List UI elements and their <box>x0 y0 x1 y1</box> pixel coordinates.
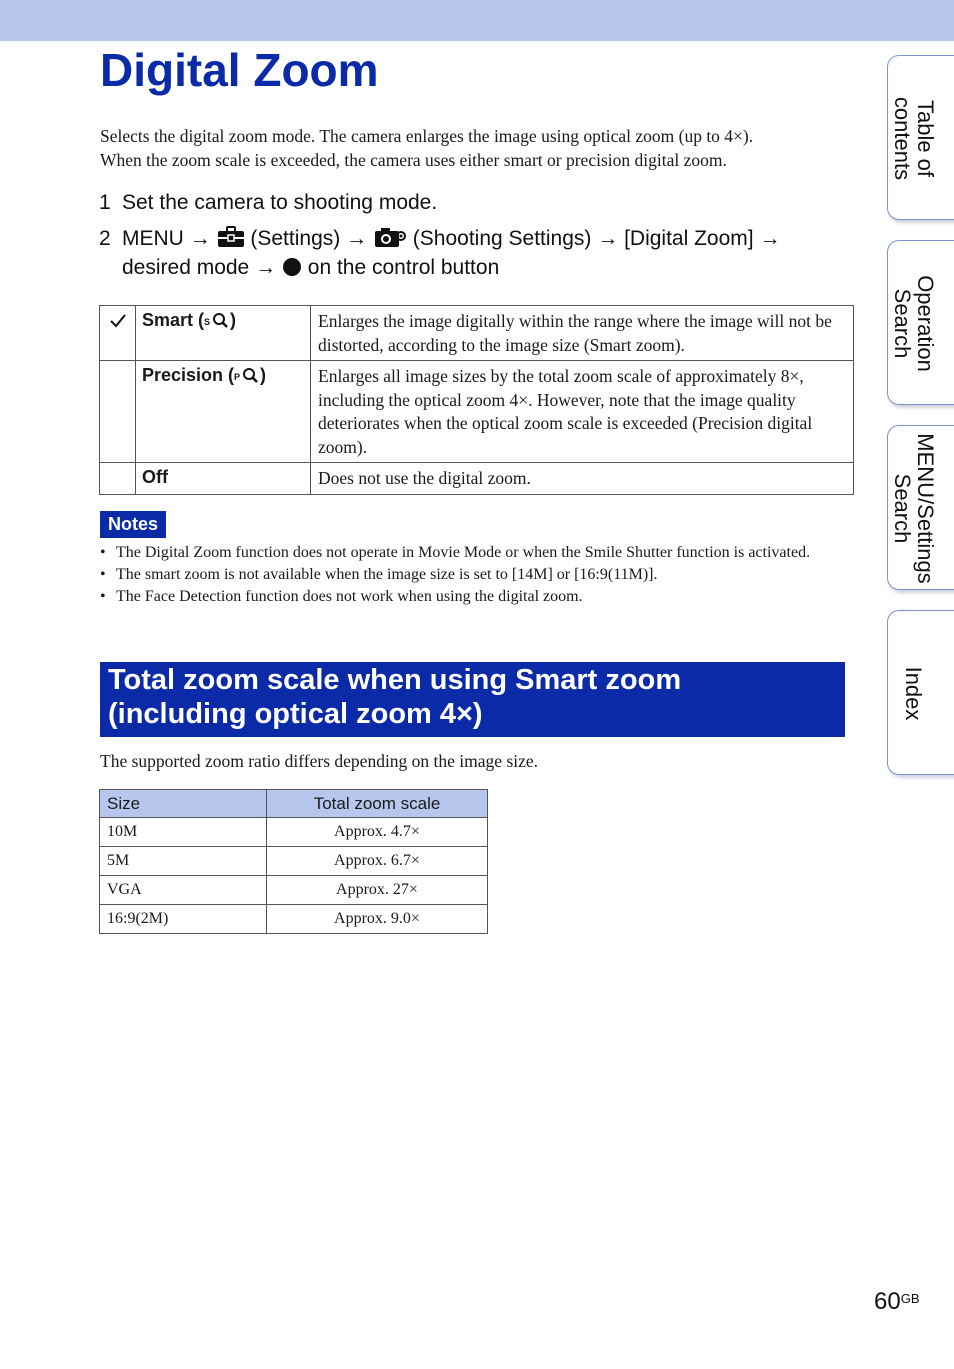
digital-zoom-label: [Digital Zoom] <box>624 227 754 250</box>
option-name: Precision ( P ) <box>136 361 311 463</box>
intro-line: When the zoom scale is exceeded, the camera uses either smart or precision digital zoom. <box>100 150 727 170</box>
zoom-cell: Approx. 6.7× <box>267 847 488 876</box>
size-cell: 16:9(2M) <box>100 905 267 934</box>
tab-table-of-contents[interactable] <box>887 55 954 220</box>
section-heading-line: (including optical zoom 4×) <box>108 698 483 730</box>
checkmark-icon <box>110 314 126 328</box>
settings-label: (Settings) <box>250 227 341 250</box>
notes-list <box>100 542 840 608</box>
bullet: • <box>100 566 106 583</box>
tab-label: Table of <box>913 99 938 178</box>
note-item: • The Digital Zoom function does not operate in Movie Mode or when the Smile Shutter function is activated. <box>100 542 840 564</box>
tab-label: Operation <box>913 275 938 372</box>
note-item: • The Face Detection function does not work when using the digital zoom. <box>100 586 840 608</box>
desired-mode-label: desired mode <box>122 256 250 279</box>
page-number: $60^{GB}$ <box>874 1288 920 1315</box>
shooting-settings-label: (Shooting Settings) <box>412 227 592 250</box>
smart-zoom-icon <box>204 312 230 328</box>
arrow-icon: → <box>759 227 781 250</box>
step-number: 2 <box>99 227 111 250</box>
step-2 <box>99 224 780 282</box>
option-description: Enlarges the image digitally within the range where the image will not be distorted, according to the image size (Smart zoom). <box>311 306 854 361</box>
size-cell: 10M <box>100 818 267 847</box>
header-band <box>0 0 954 41</box>
notes-badge: Notes <box>100 511 166 538</box>
page-number-suffix: GB <box>900 1291 920 1306</box>
svg-text:S: S <box>204 317 211 327</box>
page-title: Digital Zoom <box>100 44 379 96</box>
option-name: Off <box>136 463 311 495</box>
center-button-icon <box>282 257 302 277</box>
size-cell: 5M <box>100 847 267 876</box>
table-row <box>100 905 488 934</box>
camera-shooting-settings-icon <box>373 226 407 248</box>
support-text: The supported zoom ratio differs depending on the image size. <box>100 751 539 771</box>
precision-zoom-icon <box>234 367 260 383</box>
tab-operation-search[interactable] <box>887 240 954 405</box>
table-row <box>100 818 488 847</box>
intro-text <box>100 124 850 172</box>
zoom-cell: Approx. 9.0× <box>267 905 488 934</box>
option-row-off <box>100 463 854 495</box>
arrow-icon: → <box>346 227 368 250</box>
default-cell <box>100 463 136 495</box>
option-row-smart <box>100 306 854 361</box>
default-cell <box>100 306 136 361</box>
arrow-icon: → <box>255 256 277 279</box>
column-header: Total zoom scale <box>267 790 488 818</box>
table-row <box>100 876 488 905</box>
tab-menu-settings-search[interactable] <box>887 425 954 590</box>
control-button-label: on the control button <box>307 256 500 279</box>
tab-label: Index <box>901 666 927 721</box>
digital-zoom-options-table <box>99 305 854 495</box>
tab-index[interactable] <box>887 610 954 775</box>
toolbox-settings-icon <box>217 226 245 248</box>
bullet: • <box>100 588 106 605</box>
tab-label: contents <box>890 96 915 181</box>
zoom-cell: Approx. 27× <box>267 876 488 905</box>
svg-text:P: P <box>234 372 241 382</box>
arrow-icon: → <box>189 227 211 250</box>
section-heading <box>100 662 845 737</box>
option-name: Smart ( S ) <box>136 306 311 361</box>
step-text: Set the camera to shooting mode. <box>122 191 438 214</box>
zoom-cell: Approx. 4.7× <box>267 818 488 847</box>
menu-label: MENU <box>122 227 184 250</box>
step-number: 1 <box>99 191 111 214</box>
arrow-icon: → <box>597 227 619 250</box>
step-1 <box>99 188 437 217</box>
tab-label: Search <box>890 288 915 359</box>
option-row-precision <box>100 361 854 463</box>
option-description: Enlarges all image sizes by the total zoom scale of approximately 8×, including the optical zoom 4×. However, note that the image quality deteriorates when the optical zoom scale is exceeded (Precision digital zoom). <box>311 361 854 463</box>
column-header: Size <box>100 790 267 818</box>
tab-label: MENU/Settings <box>913 433 938 584</box>
section-heading-line: Total zoom scale when using Smart zoom <box>108 664 682 696</box>
tab-label: Search <box>890 473 915 544</box>
size-cell: VGA <box>100 876 267 905</box>
default-cell <box>100 361 136 463</box>
zoom-scale-table <box>99 789 488 934</box>
note-item: • The smart zoom is not available when the image size is set to [14M] or [16:9(11M)]. <box>100 564 840 586</box>
table-header-row <box>100 790 488 818</box>
option-description: Does not use the digital zoom. <box>311 463 854 495</box>
table-row <box>100 847 488 876</box>
intro-line: Selects the digital zoom mode. The camera enlarges the image using optical zoom (up to 4×). <box>100 126 754 146</box>
bullet: • <box>100 544 106 561</box>
